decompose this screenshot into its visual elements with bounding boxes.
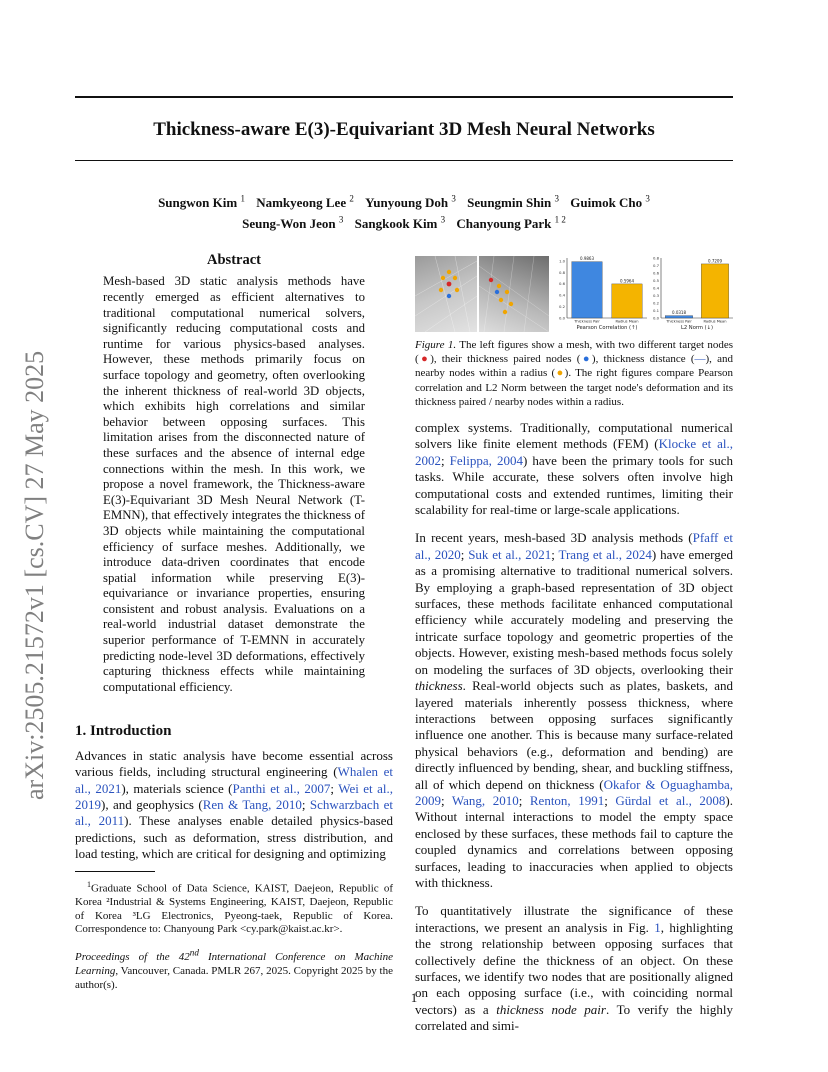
bar-value-label: 0.5964 [620, 278, 634, 284]
abstract-text: Mesh-based 3D static analysis methods have recently emerged as efficient alternatives to traditional computational numerical solvers, significantly reducing computational costs and runtime for various physics-based analyses. However, these methods primarily focus on surface topology and geometry, often overlooking the inherent thickness of real-world 3D objects, which exhibits high correlations and similar behavior between opposing surfaces. This limitation arises from the disconnected nature of these surfaces and the absence of internal edge connections within the mesh. In this work, we propose a novel framework, the Thickness-aware E(3)-Equivariant 3D Mesh Neural Network (T-EMNN), that effectively integrates the thickness of 3D objects while maintaining the computational efficiency of surface meshes. Additionally, we introduce data-driven coordinates that encode spatial information while preserving E(3)-equivariance or invariance properties, ensuring consistent and robust analysis. Evaluations on a real-world industrial dataset demonstrate the superior performance of T-EMNN in accurately predicting node-level 3D deformations, effectively capturing thickness effects while maintaining computational efficiency. [103, 274, 365, 694]
figure-ref-link[interactable]: 1 [654, 919, 661, 935]
bar-value-label: 0.9863 [580, 256, 594, 262]
citation-link[interactable]: Renton, 1991 [529, 792, 605, 808]
x-tick-label: Radius Mean [615, 319, 639, 324]
citation-link[interactable]: Klocke et al., 2002 [415, 436, 733, 468]
y-tick-label: 0.4 [652, 285, 659, 291]
proceedings-note: Proceedings of the 42nd International Conference on Machine Learning, Vancouver, Canada. PMLR 267, 2025. Copyright 2025 by the author(s). [75, 947, 393, 991]
figure-label: Figure 1. [415, 339, 457, 351]
bar [572, 262, 602, 318]
affiliation-footnote: $^1$Graduate School of Data Science, KAIST, Daejeon, Republic of Korea ²Industrial & Systems Engineering, KAIST, Daejeon, Republic of Korea ³LG Electronics, Pyeong-taek, Republic of Korea. Correspondence to: Chanyoung Park <cy.park@kaist.ac.kr>. [75, 879, 393, 936]
citation-link[interactable]: Gürdal et al., 2008 [615, 792, 726, 808]
bar-value-label: 0.7209 [708, 258, 722, 264]
page-number: 1 [410, 990, 418, 1005]
body-paragraph: To quantitatively illustrate the significance of these interactions, we present an analysis in Fig. 1, highlighting the strong relationship between opposing surfaces that collectively define the thickness of an object. On these surfaces, we identify two nodes that are positionally aligned on each opposing surface (i.e., with coinciding normal vectors) as a thickness node pair. To verify the highly correlated and simi- [415, 903, 734, 1034]
bar [612, 284, 642, 318]
author: Seungmin Shin $^3$ [467, 194, 560, 211]
citation-link[interactable]: Felippa, 2004 [449, 452, 523, 468]
body-paragraph: complex systems. Traditionally, computational numerical solvers like finite element methods (FEM) (Klocke et al., 2002; Felippa, 2004) have been the primary tools for such tasks. While accurate, these solvers often involve high computational costs and extended runtimes, limiting their scalability for real-time or large-scale applications. [415, 420, 733, 518]
y-tick-label: 0.2 [558, 304, 565, 310]
citation-link[interactable]: Schwarzbach et al., 2011 [75, 797, 394, 829]
abstract-heading: Abstract [207, 252, 261, 268]
title-bottom-rule [75, 160, 733, 161]
arxiv-watermark: arXiv:2505.21572v1 [cs.CV] 27 May 2025 [20, 350, 49, 800]
y-tick-label: 0.5 [652, 278, 659, 283]
y-tick-label: 0.4 [558, 292, 565, 298]
y-tick-label: 0.7 [652, 263, 659, 268]
citation-link[interactable]: Trang et al., 2024 [558, 546, 652, 562]
author-list [75, 191, 733, 232]
intro-paragraph: Advances in static analysis have become essential across various fields, including structural engineering (Whalen et al., 2021), materials science (Panthi et al., 2007; Wei et al., 2019), and geophysics (Ren & Tang, 2010; Schwarzbach et al., 2011). These analyses enable detailed physics-based predictions, such as deformation, stress distribution, and load testing, which are critical for designing and optimizing [75, 747, 394, 862]
right-column [415, 420, 733, 1047]
y-tick-label: 0.6 [558, 281, 565, 287]
bar [665, 316, 692, 318]
thickness-distance-legend-icon: — [694, 353, 706, 366]
intro-body [75, 748, 393, 863]
citation-link[interactable]: Whalen et al., 2021 [75, 764, 393, 796]
x-tick-label: Radius Mean [703, 319, 727, 324]
figure-panels [415, 252, 733, 332]
figure-1 [415, 252, 733, 409]
author: Guimok Cho $^3$ [570, 194, 650, 211]
author: Sangkook Kim $^3$ [354, 214, 446, 231]
citation-link[interactable]: Wang, 2010 [451, 792, 519, 808]
footnote-rule [75, 871, 155, 872]
author: Seung-Won Jeon $^3$ [242, 214, 344, 231]
y-tick-label: 0.1 [652, 308, 659, 313]
citation-link[interactable]: Pfaff et al., 2020 [415, 530, 734, 562]
x-tick-label: Thickness Pair [666, 319, 692, 324]
citation-link[interactable]: Suk et al., 2021 [468, 546, 552, 562]
author: Chanyoung Park $^{1 2}$ [456, 214, 566, 231]
title-top-rule [75, 96, 733, 98]
y-tick-label: 0.8 [558, 269, 565, 275]
x-tick-label: Thickness Pair [574, 319, 600, 324]
body-paragraph: In recent years, mesh-based 3D analysis methods (Pfaff et al., 2020; Suk et al., 2021; Trang et al., 2024) have emerged as a promising alternative to traditional numerical solvers. By employing a graph-based representation of 3D object surfaces, these methods facilitate enhanced computational efficiency while accurately modeling and preserving the intricate surface topology and geometric properties of the objects. However, existing mesh-based methods focus solely on modeling the surfaces of 3D objects, overlooking their thickness. Real-world objects such as plates, baskets, and layered materials inherently possess thickness, where interactions between opposing surfaces significantly influence one another. This is because many surface-related physical behaviors (e.g., deformation and bending) are directly influenced by bending, shear, and buckling stiffness, all of which depend on thickness (Okafor & Oguaghamba, 2009; Wang, 2010; Renton, 1991; Gürdal et al., 2008). Without internal interactions to model the empty space enclosed by these surfaces, these methods fail to capture the coupled dynamics and correlations between opposing surfaces, leading to inaccuracies when applied to objects with thickness. [415, 530, 734, 890]
y-tick-label: 1.0 [558, 258, 565, 264]
left-column [75, 252, 393, 992]
bar [701, 264, 728, 318]
author: Yunyoung Doh $^3$ [365, 194, 456, 211]
bar-value-label: 0.0318 [672, 310, 686, 316]
target-node-legend-icon: ● [418, 353, 431, 366]
y-tick-label: 0.6 [652, 270, 659, 276]
bar-charts [415, 252, 733, 332]
author: Sungwon Kim $^1$ [158, 194, 245, 211]
y-tick-label: 0.2 [652, 300, 659, 306]
y-tick-label: 0.8 [652, 255, 659, 261]
citation-link[interactable]: Okafor & Oguaghamba, 2009 [415, 776, 733, 808]
figure-caption: Figure 1. The left figures show a mesh, with two different target nodes (●), their thickness paired nodes (●), thickness distance (—), and nearby nodes within a radius (●). The right figures compare Pearson correlation and L2 Norm between the target node's deformation and its thickness paired / nearby nodes within a radius. [415, 339, 733, 408]
y-tick-label: 0.3 [652, 293, 659, 298]
citation-link[interactable]: Panthi et al., 2007 [232, 780, 331, 796]
author: Namkyeong Lee $^2$ [256, 194, 354, 211]
nearby-node-legend-icon: ● [555, 367, 565, 380]
y-tick-label: 0.0 [652, 315, 659, 321]
x-axis-label: L2 Norm (↓) [680, 325, 714, 331]
paired-node-legend-icon: ● [580, 353, 592, 366]
citation-link[interactable]: Wei et al., 2019 [75, 780, 393, 813]
y-tick-label: 0.0 [558, 315, 565, 321]
citation-link[interactable]: Ren & Tang, 2010 [202, 797, 302, 813]
x-axis-label: Pearson Correlation (↑) [576, 325, 638, 331]
paper-title: Thickness-aware E(3)-Equivariant 3D Mesh Neural Networks [153, 119, 655, 140]
section-heading-introduction: 1. Introduction [75, 723, 172, 740]
